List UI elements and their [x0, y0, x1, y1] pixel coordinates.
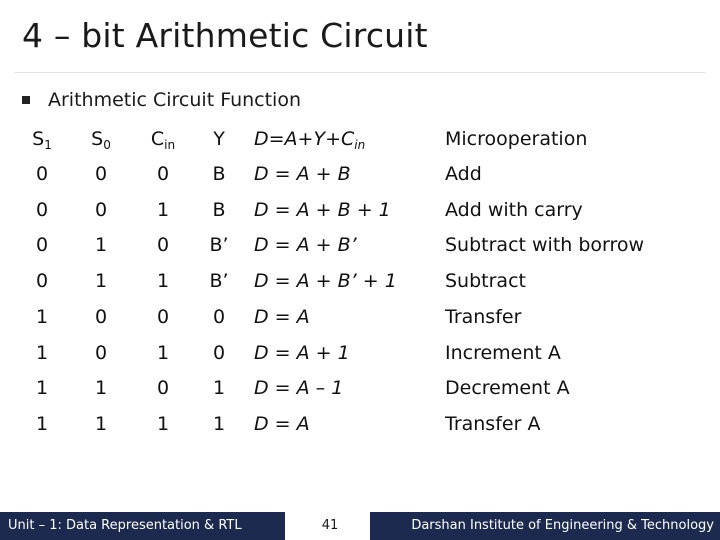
cell-equation: D = A – 1	[254, 377, 344, 400]
footer-bar	[0, 512, 720, 540]
bullet-item	[22, 88, 301, 112]
page-number: 41	[285, 512, 375, 540]
header-y: Y	[213, 128, 225, 150]
cell-y: 1	[212, 412, 226, 435]
header-s1: $S_1$	[32, 128, 52, 152]
cell-s0: 0	[94, 198, 108, 221]
cell-cin: 0	[156, 163, 170, 185]
bullet-text: Arithmetic Circuit Function	[48, 89, 302, 111]
cell-microoperation: Decrement A	[445, 377, 570, 400]
table-row	[0, 193, 720, 228]
cell-y: B’	[209, 270, 229, 293]
cell-equation: D = A + 1	[254, 341, 350, 364]
cell-y: B	[212, 198, 226, 221]
cell-s1: 0	[35, 270, 49, 293]
cell-s0: 0	[94, 305, 108, 328]
title-divider	[14, 72, 706, 73]
cell-cin: 0	[156, 234, 170, 257]
table-row	[0, 336, 720, 371]
cell-s0: 1	[94, 377, 108, 400]
header-cin: $C_{in}$	[150, 128, 176, 152]
footer-unit-label: Unit – 1: Data Representation & RTL	[0, 512, 285, 540]
cell-s0: 0	[94, 163, 108, 185]
cell-s1: 1	[35, 341, 49, 364]
table-row	[0, 371, 720, 406]
cell-microoperation: Add	[445, 163, 482, 185]
cell-cin: 1	[156, 270, 170, 293]
cell-equation: D = A	[254, 412, 310, 435]
cell-microoperation: Increment A	[445, 341, 561, 364]
cell-y: 0	[212, 305, 226, 328]
cell-s0: 0	[94, 341, 108, 364]
cell-s0: 1	[94, 412, 108, 435]
slide-title: 4 – bit Arithmetic Circuit	[22, 16, 428, 55]
cell-microoperation: Transfer	[445, 305, 522, 328]
table-header-row	[0, 122, 720, 157]
header-equation: $D=A+Y+C_{in}$	[254, 128, 366, 152]
cell-s1: 0	[35, 163, 49, 185]
table-row	[0, 300, 720, 335]
cell-s1: 1	[35, 305, 49, 328]
header-s0: $S_0$	[91, 128, 111, 152]
cell-equation: D = A + B’ + 1	[254, 270, 397, 293]
cell-cin: 1	[156, 412, 170, 435]
footer-institute-label: Darshan Institute of Engineering & Technology	[370, 512, 720, 540]
cell-equation: D = A + B’	[254, 234, 357, 257]
cell-microoperation: Add with carry	[445, 198, 583, 221]
cell-y: 0	[212, 341, 226, 364]
cell-s1: 1	[35, 377, 49, 400]
cell-y: B	[212, 163, 226, 185]
table-row	[0, 264, 720, 299]
cell-cin: 1	[156, 198, 170, 221]
square-bullet-icon	[22, 96, 30, 104]
cell-cin: 1	[156, 341, 170, 364]
table-row	[0, 157, 720, 192]
cell-microoperation: Transfer A	[445, 412, 541, 435]
cell-cin: 0	[156, 305, 170, 328]
cell-s1: 0	[35, 234, 49, 257]
cell-equation: D = A + B + 1	[254, 198, 391, 221]
cell-microoperation: Subtract	[445, 270, 526, 293]
table-row	[0, 407, 720, 442]
cell-cin: 0	[156, 377, 170, 400]
cell-microoperation: Subtract with borrow	[445, 234, 645, 257]
header-microoperation: Microoperation	[445, 128, 588, 150]
cell-s0: 1	[94, 234, 108, 257]
cell-s0: 1	[94, 270, 108, 293]
cell-y: B’	[209, 234, 229, 257]
cell-equation: D = A + B	[254, 163, 351, 185]
cell-s1: 0	[35, 198, 49, 221]
cell-s1: 1	[35, 412, 49, 435]
cell-equation: D = A	[254, 305, 310, 328]
cell-y: 1	[212, 377, 226, 400]
table-row	[0, 228, 720, 263]
